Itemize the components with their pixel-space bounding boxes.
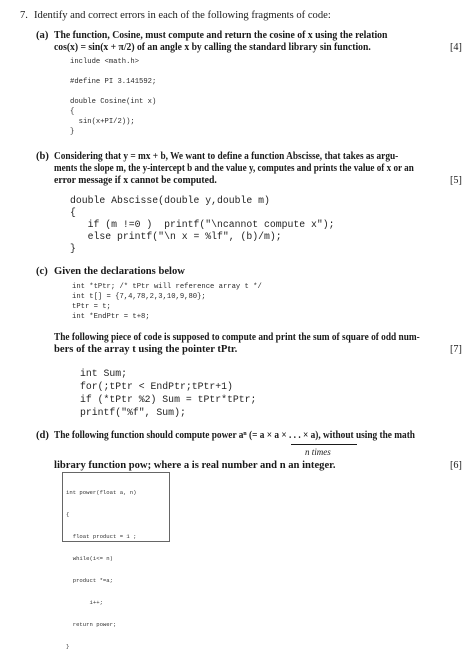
part-b-code	[70, 195, 335, 255]
part-c-intro: Given the declarations below	[54, 266, 185, 277]
code-line: for(;tPtr < EndPtr;tPtr+1)	[80, 381, 233, 392]
brace-label: n times	[305, 447, 331, 457]
part-a-line-1: The function, Cosine, must compute and return the cosine of x using the relation	[54, 30, 388, 41]
code-line	[70, 88, 156, 98]
part-a-marks: [4]	[450, 42, 462, 53]
question-title: Identify and correct errors in each of the following fragments of code:	[34, 10, 331, 21]
code-line: printf("%f", Sum);	[80, 407, 186, 418]
code-line: if (m !=0 ) printf("\ncannot compute x");	[70, 219, 335, 230]
part-d-line-2: library function pow; where a is real number and n an integer.	[54, 460, 336, 471]
code-line: double Abscisse(double y,double m)	[70, 195, 270, 206]
brace-underline	[291, 444, 357, 445]
code-line: sin(x+PI/2));	[70, 118, 135, 126]
part-d-line-1: The following function should compute power aⁿ (= a × a × . . . × a), without using the math	[54, 430, 416, 441]
part-c-marks: [7]	[450, 344, 462, 355]
part-d-marks: [6]	[450, 460, 462, 471]
code-line: return power;	[66, 621, 117, 628]
code-line: int Sum;	[80, 368, 128, 379]
code-line: #define PI 3.141592;	[70, 78, 157, 86]
code-line: int *tPtr; /* tPtr will reference array t */	[72, 283, 262, 291]
question-number: 7.	[20, 10, 28, 21]
part-c-line-2: bers of the array t using the pointer tPtr.	[54, 344, 238, 355]
code-line: i++;	[66, 599, 103, 606]
code-line: double Cosine(int x)	[70, 98, 157, 106]
part-c-label: (c)	[36, 266, 48, 277]
part-a-label: (a)	[36, 30, 49, 41]
part-d-code	[66, 475, 137, 665]
code-line: int power(float a, n)	[66, 489, 137, 496]
part-c-code	[80, 368, 256, 420]
part-b-line-2: ments the slope m, the y-intercept b and the value y, computes and prints the value of x or an	[54, 163, 414, 174]
code-line: float product = 1 ;	[66, 533, 137, 540]
part-c-declarations	[72, 283, 262, 323]
part-a-line-2: cos(x) = sin(x + π/2) of an angle x by calling the standard library sin function.	[54, 42, 371, 53]
code-line: {	[70, 207, 76, 218]
part-b-label: (b)	[36, 151, 49, 162]
part-d-code-box	[62, 472, 170, 650]
part-b-marks: [5]	[450, 175, 462, 186]
code-line	[70, 68, 156, 78]
code-line: tPtr = t;	[72, 303, 111, 311]
part-b-line-3: error message if x cannot be computed.	[54, 175, 217, 186]
part-b-line-1: Considering that y = mx + b, We want to define a function Abscisse, that takes as argu-	[54, 151, 399, 162]
code-line: else printf("\n x = %lf", (b)/m);	[70, 231, 282, 242]
code-line: {	[66, 511, 70, 518]
code-line: }	[66, 643, 70, 650]
part-c-line-1: The following piece of code is supposed to compute and print the sum of square of odd num-	[54, 332, 420, 343]
code-line: product *=a;	[66, 577, 113, 584]
code-line: while(i<= n)	[66, 555, 113, 562]
code-line: include <math.h>	[70, 58, 140, 66]
part-d-label: (d)	[36, 430, 49, 441]
code-line: {	[70, 108, 75, 116]
code-line: int *EndPtr = t+8;	[72, 313, 150, 321]
part-a-code	[70, 58, 156, 138]
code-line: int t[] = {7,4,78,2,3,10,9,80};	[72, 293, 206, 301]
code-line: }	[70, 128, 75, 136]
code-line: }	[70, 243, 76, 254]
code-line: if (*tPtr %2) Sum = tPtr*tPtr;	[80, 394, 257, 405]
